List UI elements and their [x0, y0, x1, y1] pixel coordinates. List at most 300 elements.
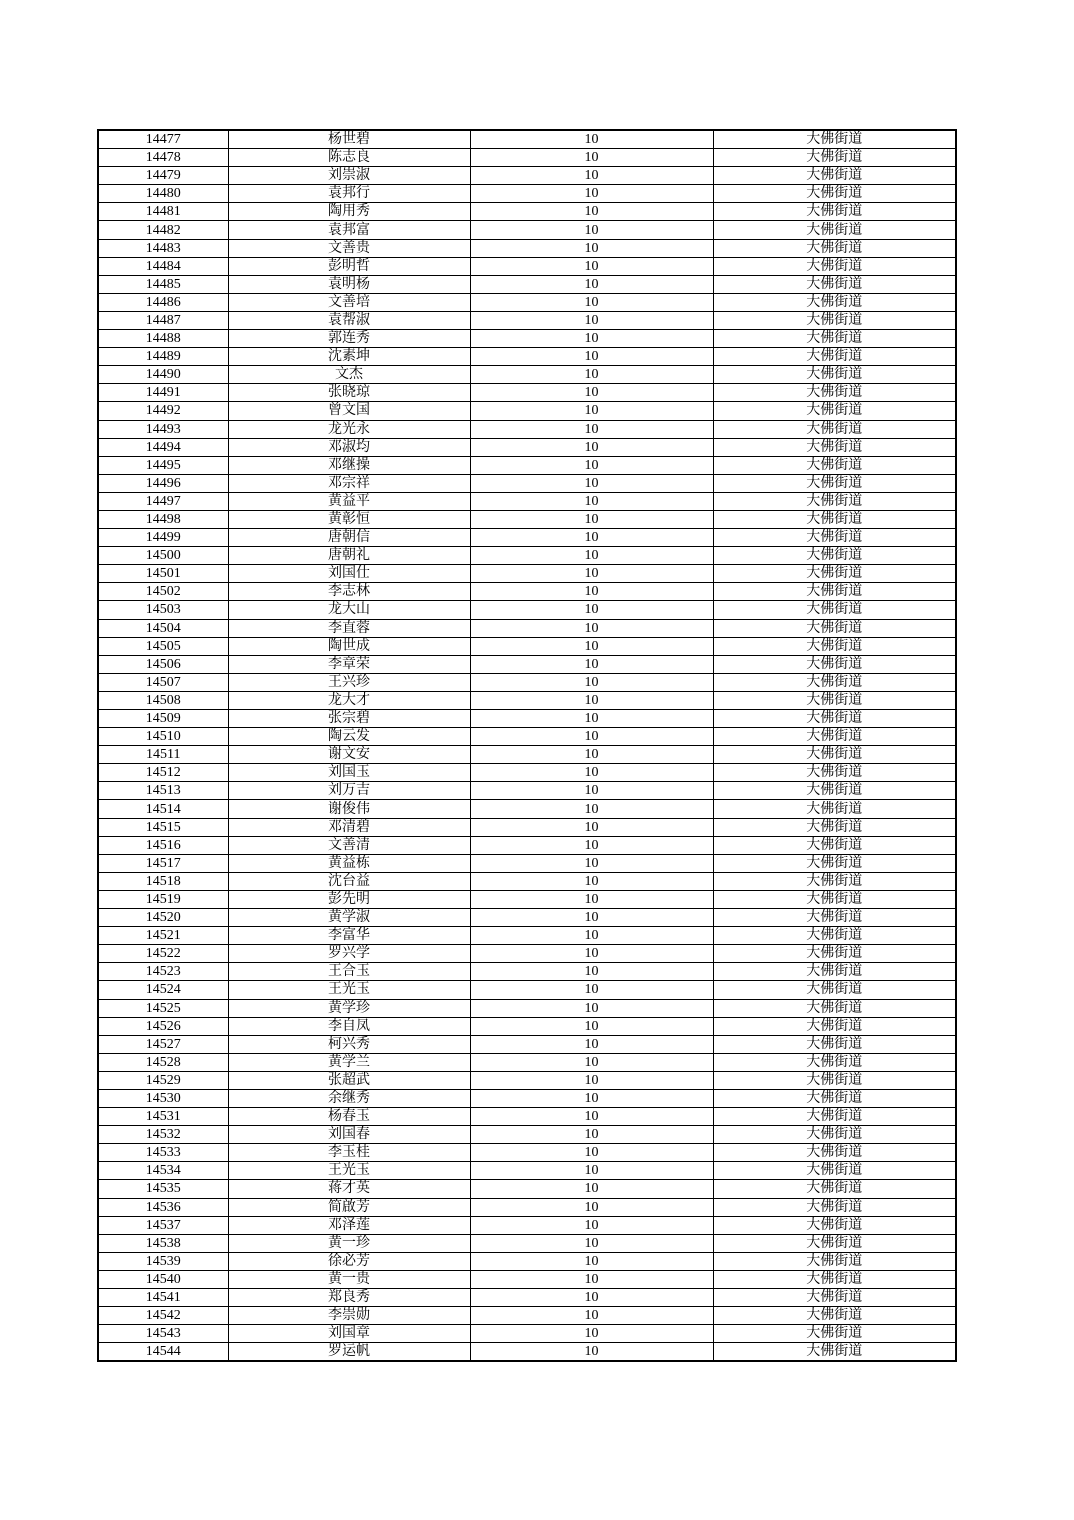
amount-cell: 10: [470, 1053, 713, 1071]
street-cell: 大佛街道: [713, 438, 956, 456]
name-cell: 王光玉: [228, 981, 470, 999]
amount-cell: 10: [470, 510, 713, 528]
row-number-cell: 14487: [98, 311, 228, 329]
name-cell: 李直蓉: [228, 619, 470, 637]
table-row: [98, 1270, 956, 1288]
name-cell: 谢俊伟: [228, 800, 470, 818]
row-number-cell: 14501: [98, 565, 228, 583]
name-cell: 袁邦富: [228, 221, 470, 239]
table-row: [98, 1089, 956, 1107]
street-cell: 大佛街道: [713, 963, 956, 981]
table-row: [98, 655, 956, 673]
row-number-cell: 14508: [98, 691, 228, 709]
name-cell: 徐必芳: [228, 1252, 470, 1270]
row-number-cell: 14503: [98, 601, 228, 619]
amount-cell: 10: [470, 239, 713, 257]
name-cell: 文善贵: [228, 239, 470, 257]
amount-cell: 10: [470, 999, 713, 1017]
row-number-cell: 14514: [98, 800, 228, 818]
street-cell: 大佛街道: [713, 420, 956, 438]
street-cell: 大佛街道: [713, 1234, 956, 1252]
name-cell: 刘国玉: [228, 764, 470, 782]
amount-cell: 10: [470, 1017, 713, 1035]
amount-cell: 10: [470, 529, 713, 547]
row-number-cell: 14504: [98, 619, 228, 637]
name-cell: 文杰: [228, 366, 470, 384]
amount-cell: 10: [470, 673, 713, 691]
row-number-cell: 14494: [98, 438, 228, 456]
street-cell: 大佛街道: [713, 872, 956, 890]
street-cell: 大佛街道: [713, 185, 956, 203]
name-cell: 文善清: [228, 836, 470, 854]
name-cell: 郑良秀: [228, 1289, 470, 1307]
row-number-cell: 14537: [98, 1216, 228, 1234]
table-row: [98, 420, 956, 438]
amount-cell: 10: [470, 402, 713, 420]
street-cell: 大佛街道: [713, 510, 956, 528]
name-cell: 邓继操: [228, 456, 470, 474]
street-cell: 大佛街道: [713, 348, 956, 366]
name-cell: 沈台益: [228, 872, 470, 890]
amount-cell: 10: [470, 221, 713, 239]
amount-cell: 10: [470, 1270, 713, 1288]
table-row: [98, 1216, 956, 1234]
row-number-cell: 14533: [98, 1144, 228, 1162]
amount-cell: 10: [470, 565, 713, 583]
name-cell: 蒋才英: [228, 1180, 470, 1198]
amount-cell: 10: [470, 185, 713, 203]
table-row: [98, 239, 956, 257]
table-row: [98, 854, 956, 872]
street-cell: 大佛街道: [713, 909, 956, 927]
name-cell: 袁邦行: [228, 185, 470, 203]
street-cell: 大佛街道: [713, 1180, 956, 1198]
amount-cell: 10: [470, 710, 713, 728]
row-number-cell: 14538: [98, 1234, 228, 1252]
table-row: [98, 130, 956, 149]
table-row: [98, 945, 956, 963]
amount-cell: 10: [470, 474, 713, 492]
amount-cell: 10: [470, 836, 713, 854]
street-cell: 大佛街道: [713, 691, 956, 709]
row-number-cell: 14486: [98, 293, 228, 311]
name-cell: 黄一珍: [228, 1234, 470, 1252]
street-cell: 大佛街道: [713, 637, 956, 655]
street-cell: 大佛街道: [713, 1216, 956, 1234]
name-cell: 唐朝信: [228, 529, 470, 547]
row-number-cell: 14502: [98, 583, 228, 601]
row-number-cell: 14512: [98, 764, 228, 782]
row-number-cell: 14530: [98, 1089, 228, 1107]
row-number-cell: 14493: [98, 420, 228, 438]
street-cell: 大佛街道: [713, 257, 956, 275]
table-row: [98, 203, 956, 221]
name-cell: 黄学珍: [228, 999, 470, 1017]
street-cell: 大佛街道: [713, 710, 956, 728]
name-cell: 刘国仕: [228, 565, 470, 583]
table-row: [98, 673, 956, 691]
name-cell: 文善培: [228, 293, 470, 311]
row-number-cell: 14532: [98, 1126, 228, 1144]
table-row: [98, 402, 956, 420]
table-row: [98, 836, 956, 854]
street-cell: 大佛街道: [713, 945, 956, 963]
table-row: [98, 782, 956, 800]
amount-cell: 10: [470, 764, 713, 782]
amount-cell: 10: [470, 492, 713, 510]
amount-cell: 10: [470, 1089, 713, 1107]
name-cell: 邓宗祥: [228, 474, 470, 492]
name-cell: 龙大才: [228, 691, 470, 709]
table-row: [98, 1162, 956, 1180]
street-cell: 大佛街道: [713, 999, 956, 1017]
table-body: [98, 130, 956, 1361]
amount-cell: 10: [470, 293, 713, 311]
street-cell: 大佛街道: [713, 1017, 956, 1035]
row-number-cell: 14481: [98, 203, 228, 221]
amount-cell: 10: [470, 1108, 713, 1126]
name-cell: 曾文国: [228, 402, 470, 420]
name-cell: 刘崇淑: [228, 167, 470, 185]
amount-cell: 10: [470, 1144, 713, 1162]
name-cell: 柯兴秀: [228, 1035, 470, 1053]
name-cell: 黄益栋: [228, 854, 470, 872]
amount-cell: 10: [470, 1198, 713, 1216]
street-cell: 大佛街道: [713, 293, 956, 311]
row-number-cell: 14507: [98, 673, 228, 691]
row-number-cell: 14484: [98, 257, 228, 275]
amount-cell: 10: [470, 1252, 713, 1270]
table-row: [98, 1343, 956, 1362]
amount-cell: 10: [470, 420, 713, 438]
row-number-cell: 14509: [98, 710, 228, 728]
name-cell: 龙大山: [228, 601, 470, 619]
street-cell: 大佛街道: [713, 384, 956, 402]
table-row: [98, 1144, 956, 1162]
table-row: [98, 746, 956, 764]
street-cell: 大佛街道: [713, 149, 956, 167]
row-number-cell: 14477: [98, 130, 228, 149]
amount-cell: 10: [470, 438, 713, 456]
street-cell: 大佛街道: [713, 601, 956, 619]
row-number-cell: 14515: [98, 818, 228, 836]
row-number-cell: 14521: [98, 927, 228, 945]
name-cell: 李章荣: [228, 655, 470, 673]
amount-cell: 10: [470, 1307, 713, 1325]
street-cell: 大佛街道: [713, 1198, 956, 1216]
name-cell: 简啟芳: [228, 1198, 470, 1216]
row-number-cell: 14525: [98, 999, 228, 1017]
street-cell: 大佛街道: [713, 764, 956, 782]
row-number-cell: 14492: [98, 402, 228, 420]
table-row: [98, 547, 956, 565]
name-cell: 李自凤: [228, 1017, 470, 1035]
amount-cell: 10: [470, 330, 713, 348]
table-row: [98, 728, 956, 746]
name-cell: 李富华: [228, 927, 470, 945]
amount-cell: 10: [470, 1234, 713, 1252]
row-number-cell: 14482: [98, 221, 228, 239]
table-row: [98, 510, 956, 528]
table-row: [98, 1035, 956, 1053]
table-row: [98, 764, 956, 782]
amount-cell: 10: [470, 456, 713, 474]
name-cell: 黄益平: [228, 492, 470, 510]
street-cell: 大佛街道: [713, 366, 956, 384]
name-cell: 李志林: [228, 583, 470, 601]
row-number-cell: 14499: [98, 529, 228, 547]
amount-cell: 10: [470, 927, 713, 945]
amount-cell: 10: [470, 149, 713, 167]
row-number-cell: 14539: [98, 1252, 228, 1270]
amount-cell: 10: [470, 872, 713, 890]
street-cell: 大佛街道: [713, 203, 956, 221]
name-cell: 罗兴学: [228, 945, 470, 963]
name-cell: 袁帮淑: [228, 311, 470, 329]
amount-cell: 10: [470, 1035, 713, 1053]
street-cell: 大佛街道: [713, 239, 956, 257]
table-row: [98, 565, 956, 583]
row-number-cell: 14498: [98, 510, 228, 528]
table-row: [98, 1252, 956, 1270]
name-cell: 罗运帆: [228, 1343, 470, 1362]
street-cell: 大佛街道: [713, 130, 956, 149]
table-row: [98, 1071, 956, 1089]
row-number-cell: 14527: [98, 1035, 228, 1053]
amount-cell: 10: [470, 691, 713, 709]
street-cell: 大佛街道: [713, 456, 956, 474]
amount-cell: 10: [470, 1216, 713, 1234]
table-row: [98, 1017, 956, 1035]
name-cell: 陶世成: [228, 637, 470, 655]
row-number-cell: 14516: [98, 836, 228, 854]
street-cell: 大佛街道: [713, 782, 956, 800]
table-row: [98, 221, 956, 239]
street-cell: 大佛街道: [713, 583, 956, 601]
row-number-cell: 14478: [98, 149, 228, 167]
amount-cell: 10: [470, 800, 713, 818]
street-cell: 大佛街道: [713, 1289, 956, 1307]
street-cell: 大佛街道: [713, 854, 956, 872]
street-cell: 大佛街道: [713, 402, 956, 420]
amount-cell: 10: [470, 890, 713, 908]
name-cell: 陶云发: [228, 728, 470, 746]
name-cell: 王兴珍: [228, 673, 470, 691]
name-cell: 陶用秀: [228, 203, 470, 221]
street-cell: 大佛街道: [713, 1343, 956, 1362]
name-cell: 张宗碧: [228, 710, 470, 728]
table-row: [98, 185, 956, 203]
street-cell: 大佛街道: [713, 492, 956, 510]
table-row: [98, 927, 956, 945]
street-cell: 大佛街道: [713, 927, 956, 945]
row-number-cell: 14542: [98, 1307, 228, 1325]
amount-cell: 10: [470, 275, 713, 293]
table-row: [98, 311, 956, 329]
row-number-cell: 14489: [98, 348, 228, 366]
name-cell: 王光玉: [228, 1162, 470, 1180]
amount-cell: 10: [470, 909, 713, 927]
name-cell: 杨春玉: [228, 1108, 470, 1126]
table-row: [98, 1180, 956, 1198]
row-number-cell: 14534: [98, 1162, 228, 1180]
amount-cell: 10: [470, 854, 713, 872]
name-cell: 张晓琼: [228, 384, 470, 402]
street-cell: 大佛街道: [713, 1035, 956, 1053]
row-number-cell: 14479: [98, 167, 228, 185]
table-row: [98, 1053, 956, 1071]
table-row: [98, 637, 956, 655]
amount-cell: 10: [470, 1126, 713, 1144]
amount-cell: 10: [470, 963, 713, 981]
row-number-cell: 14488: [98, 330, 228, 348]
name-cell: 刘万吉: [228, 782, 470, 800]
data-table: [97, 129, 957, 1362]
row-number-cell: 14528: [98, 1053, 228, 1071]
row-number-cell: 14523: [98, 963, 228, 981]
row-number-cell: 14520: [98, 909, 228, 927]
row-number-cell: 14495: [98, 456, 228, 474]
name-cell: 王合玉: [228, 963, 470, 981]
street-cell: 大佛街道: [713, 1108, 956, 1126]
amount-cell: 10: [470, 945, 713, 963]
amount-cell: 10: [470, 547, 713, 565]
amount-cell: 10: [470, 366, 713, 384]
name-cell: 刘国春: [228, 1126, 470, 1144]
table-row: [98, 275, 956, 293]
street-cell: 大佛街道: [713, 1252, 956, 1270]
table-row: [98, 619, 956, 637]
amount-cell: 10: [470, 818, 713, 836]
amount-cell: 10: [470, 167, 713, 185]
street-cell: 大佛街道: [713, 800, 956, 818]
table-row: [98, 330, 956, 348]
table-row: [98, 800, 956, 818]
table-row: [98, 529, 956, 547]
table-row: [98, 890, 956, 908]
table-row: [98, 257, 956, 275]
table-row: [98, 348, 956, 366]
row-number-cell: 14524: [98, 981, 228, 999]
name-cell: 龙光永: [228, 420, 470, 438]
amount-cell: 10: [470, 130, 713, 149]
row-number-cell: 14511: [98, 746, 228, 764]
street-cell: 大佛街道: [713, 311, 956, 329]
row-number-cell: 14500: [98, 547, 228, 565]
amount-cell: 10: [470, 1343, 713, 1362]
table-row: [98, 691, 956, 709]
row-number-cell: 14483: [98, 239, 228, 257]
table-row: [98, 366, 956, 384]
table-row: [98, 456, 956, 474]
street-cell: 大佛街道: [713, 1162, 956, 1180]
amount-cell: 10: [470, 1162, 713, 1180]
table-row: [98, 999, 956, 1017]
amount-cell: 10: [470, 601, 713, 619]
street-cell: 大佛街道: [713, 1089, 956, 1107]
row-number-cell: 14485: [98, 275, 228, 293]
street-cell: 大佛街道: [713, 890, 956, 908]
table-row: [98, 1325, 956, 1343]
row-number-cell: 14529: [98, 1071, 228, 1089]
row-number-cell: 14535: [98, 1180, 228, 1198]
row-number-cell: 14540: [98, 1270, 228, 1288]
street-cell: 大佛街道: [713, 836, 956, 854]
name-cell: 唐朝礼: [228, 547, 470, 565]
amount-cell: 10: [470, 384, 713, 402]
street-cell: 大佛街道: [713, 673, 956, 691]
table-row: [98, 438, 956, 456]
amount-cell: 10: [470, 619, 713, 637]
row-number-cell: 14544: [98, 1343, 228, 1362]
table-row: [98, 981, 956, 999]
row-number-cell: 14531: [98, 1108, 228, 1126]
amount-cell: 10: [470, 311, 713, 329]
amount-cell: 10: [470, 637, 713, 655]
street-cell: 大佛街道: [713, 275, 956, 293]
name-cell: 黄一贵: [228, 1270, 470, 1288]
table-row: [98, 963, 956, 981]
name-cell: 郭连秀: [228, 330, 470, 348]
street-cell: 大佛街道: [713, 565, 956, 583]
amount-cell: 10: [470, 1180, 713, 1198]
amount-cell: 10: [470, 1289, 713, 1307]
amount-cell: 10: [470, 1325, 713, 1343]
street-cell: 大佛街道: [713, 330, 956, 348]
name-cell: 余继秀: [228, 1089, 470, 1107]
street-cell: 大佛街道: [713, 655, 956, 673]
row-number-cell: 14518: [98, 872, 228, 890]
table-row: [98, 384, 956, 402]
street-cell: 大佛街道: [713, 1144, 956, 1162]
row-number-cell: 14526: [98, 1017, 228, 1035]
table-row: [98, 1307, 956, 1325]
table-row: [98, 1108, 956, 1126]
name-cell: 沈素坤: [228, 348, 470, 366]
street-cell: 大佛街道: [713, 529, 956, 547]
name-cell: 李崇勋: [228, 1307, 470, 1325]
name-cell: 袁明杨: [228, 275, 470, 293]
name-cell: 谢文安: [228, 746, 470, 764]
row-number-cell: 14519: [98, 890, 228, 908]
street-cell: 大佛街道: [713, 1126, 956, 1144]
street-cell: 大佛街道: [713, 1053, 956, 1071]
amount-cell: 10: [470, 655, 713, 673]
name-cell: 邓清碧: [228, 818, 470, 836]
street-cell: 大佛街道: [713, 619, 956, 637]
amount-cell: 10: [470, 782, 713, 800]
row-number-cell: 14490: [98, 366, 228, 384]
row-number-cell: 14497: [98, 492, 228, 510]
name-cell: 黄彰恒: [228, 510, 470, 528]
amount-cell: 10: [470, 1071, 713, 1089]
name-cell: 张超武: [228, 1071, 470, 1089]
street-cell: 大佛街道: [713, 1325, 956, 1343]
amount-cell: 10: [470, 257, 713, 275]
name-cell: 杨世碧: [228, 130, 470, 149]
row-number-cell: 14541: [98, 1289, 228, 1307]
table-row: [98, 1126, 956, 1144]
street-cell: 大佛街道: [713, 547, 956, 565]
table-row: [98, 1289, 956, 1307]
name-cell: 彭明哲: [228, 257, 470, 275]
table-row: [98, 1198, 956, 1216]
row-number-cell: 14510: [98, 728, 228, 746]
table-row: [98, 872, 956, 890]
amount-cell: 10: [470, 203, 713, 221]
amount-cell: 10: [470, 728, 713, 746]
table-row: [98, 601, 956, 619]
